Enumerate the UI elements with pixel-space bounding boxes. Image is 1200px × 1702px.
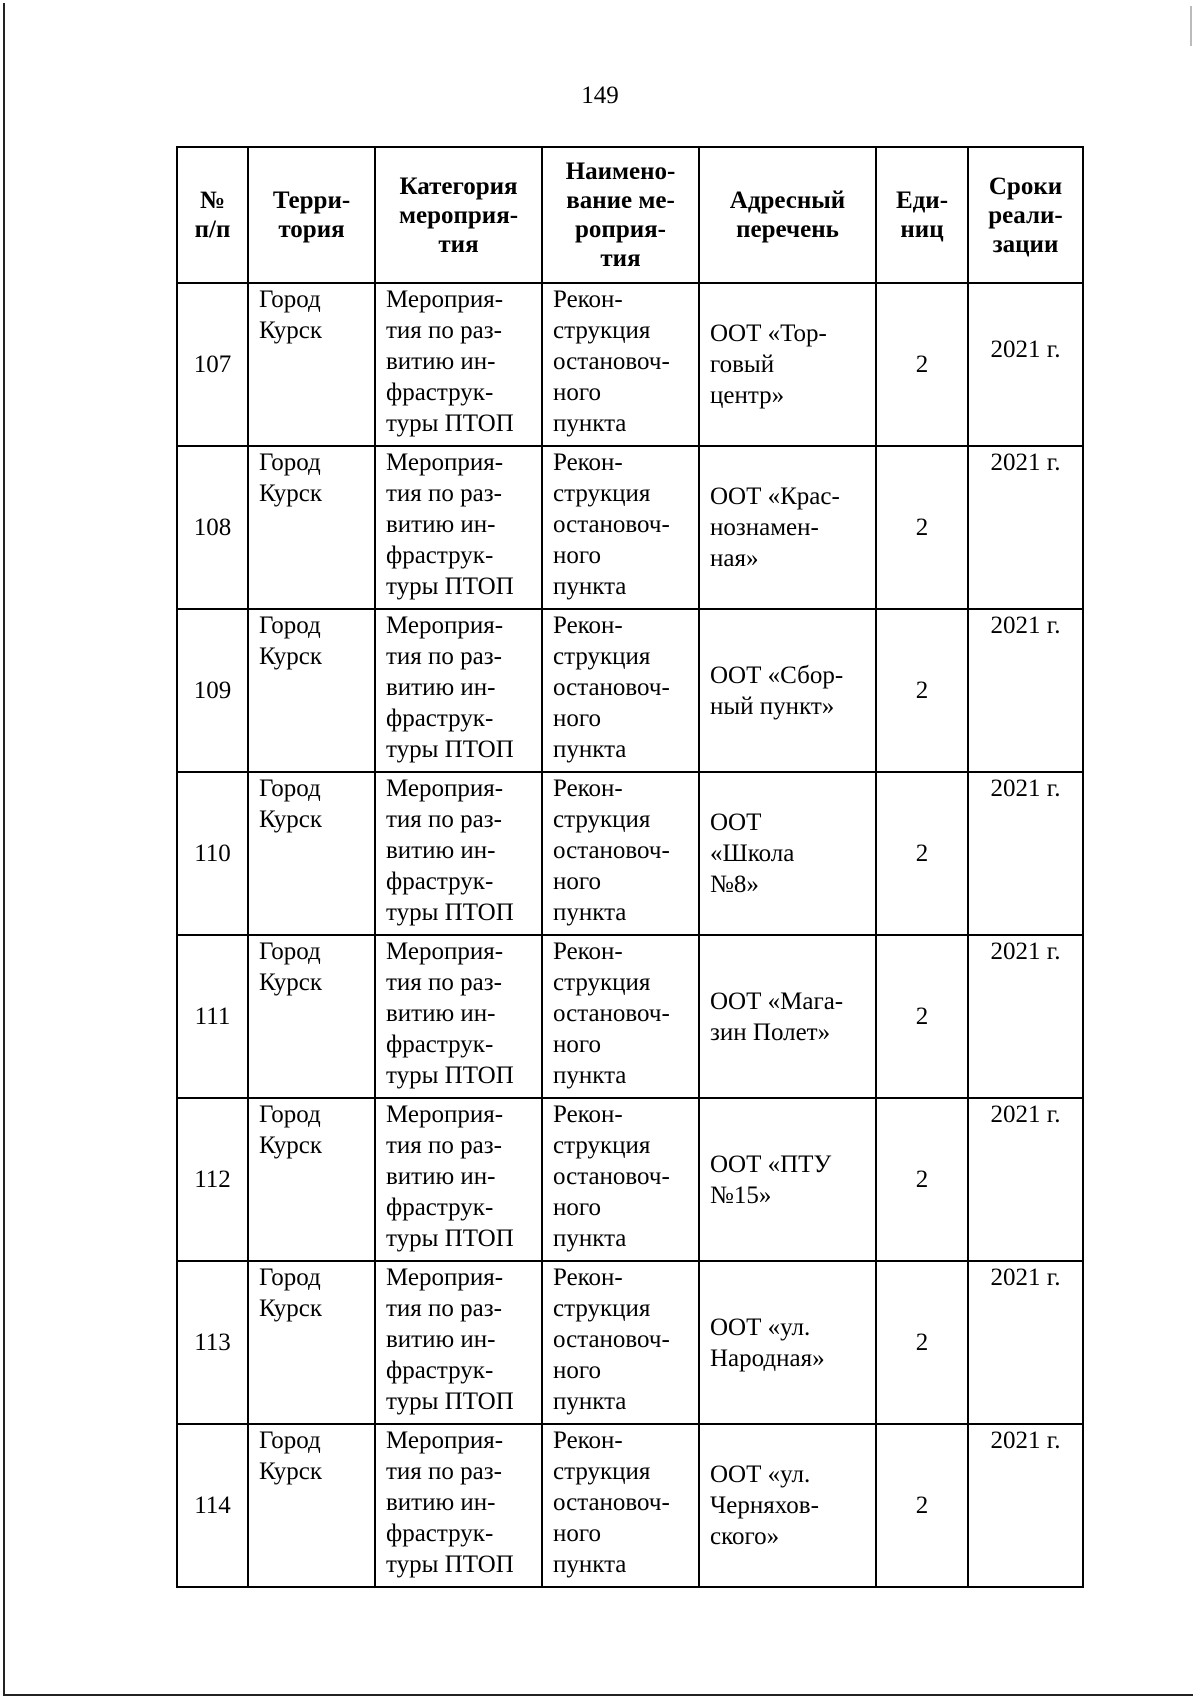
territory-cell: Город Курск	[248, 446, 375, 609]
header-address-list: Адресный перечень	[699, 147, 876, 283]
category-cell: Мероприя- тия по раз- витию ин- фраструк- туры ПТОП	[375, 935, 542, 1098]
measure-name-cell: Рекон- струкция остановоч- ного пункта	[542, 609, 699, 772]
term-cell: 2021 г.	[968, 1261, 1083, 1424]
row-number-cell: 114	[177, 1424, 248, 1587]
page-number: 149	[581, 82, 619, 109]
territory-cell: Город Курск	[248, 283, 375, 446]
units-cell: 2	[876, 446, 968, 609]
units-cell: 2	[876, 283, 968, 446]
table-row	[177, 772, 1083, 935]
row-number-cell: 112	[177, 1098, 248, 1261]
header-units: Еди- ниц	[876, 147, 968, 283]
measure-name-cell: Рекон- струкция остановоч- ного пункта	[542, 1098, 699, 1261]
scan-edge-mark	[1190, 6, 1192, 46]
measure-name-cell: Рекон- струкция остановоч- ного пункта	[542, 283, 699, 446]
category-cell: Мероприя- тия по раз- витию ин- фраструк- туры ПТОП	[375, 1261, 542, 1424]
term-cell: 2021 г.	[968, 446, 1083, 609]
address-cell: ООТ «ул. Народная»	[699, 1261, 876, 1424]
territory-cell: Город Курск	[248, 935, 375, 1098]
address-cell: ООТ «Тор- говый центр»	[699, 283, 876, 446]
row-number-cell: 108	[177, 446, 248, 609]
category-cell: Мероприя- тия по раз- витию ин- фраструк- туры ПТОП	[375, 283, 542, 446]
measures-table	[176, 146, 1084, 1588]
term-cell: 2021 г.	[968, 1424, 1083, 1587]
term-cell: 2021 г.	[968, 935, 1083, 1098]
territory-cell: Город Курск	[248, 1261, 375, 1424]
units-cell: 2	[876, 1098, 968, 1261]
table-row	[177, 1424, 1083, 1587]
table-row	[177, 446, 1083, 609]
table-row	[177, 1098, 1083, 1261]
header-term: Сроки реали- зации	[968, 147, 1083, 283]
row-number-cell: 113	[177, 1261, 248, 1424]
term-cell: 2021 г.	[968, 283, 1083, 446]
header-territory: Терри- тория	[248, 147, 375, 283]
table-row	[177, 609, 1083, 772]
term-cell: 2021 г.	[968, 772, 1083, 935]
row-number-cell: 111	[177, 935, 248, 1098]
row-number-cell: 110	[177, 772, 248, 935]
table-row	[177, 1261, 1083, 1424]
term-cell: 2021 г.	[968, 609, 1083, 772]
units-cell: 2	[876, 609, 968, 772]
units-cell: 2	[876, 772, 968, 935]
measure-name-cell: Рекон- струкция остановоч- ного пункта	[542, 935, 699, 1098]
units-cell: 2	[876, 1261, 968, 1424]
category-cell: Мероприя- тия по раз- витию ин- фраструк- туры ПТОП	[375, 1098, 542, 1261]
table-row	[177, 283, 1083, 446]
row-number-cell: 107	[177, 283, 248, 446]
term-cell: 2021 г.	[968, 1098, 1083, 1261]
units-cell: 2	[876, 935, 968, 1098]
measure-name-cell: Рекон- струкция остановоч- ного пункта	[542, 446, 699, 609]
measure-name-cell: Рекон- струкция остановоч- ного пункта	[542, 1261, 699, 1424]
units-cell: 2	[876, 1424, 968, 1587]
address-cell: ООТ «Школа №8»	[699, 772, 876, 935]
row-number-cell: 109	[177, 609, 248, 772]
header-number: № п/п	[177, 147, 248, 283]
header-measure-name: Наимено- вание ме- роприя- тия	[542, 147, 699, 283]
header-category: Категория мероприя- тия	[375, 147, 542, 283]
category-cell: Мероприя- тия по раз- витию ин- фраструк- туры ПТОП	[375, 446, 542, 609]
table-row	[177, 935, 1083, 1098]
measure-name-cell: Рекон- струкция остановоч- ного пункта	[542, 1424, 699, 1587]
address-cell: ООТ «Мага- зин Полет»	[699, 935, 876, 1098]
territory-cell: Город Курск	[248, 1098, 375, 1261]
address-cell: ООТ «ул. Черняхов- ского»	[699, 1424, 876, 1587]
address-cell: ООТ «Сбор- ный пункт»	[699, 609, 876, 772]
category-cell: Мероприя- тия по раз- витию ин- фраструк- туры ПТОП	[375, 609, 542, 772]
table-header-row	[177, 147, 1083, 283]
address-cell: ООТ «ПТУ №15»	[699, 1098, 876, 1261]
measure-name-cell: Рекон- струкция остановоч- ного пункта	[542, 772, 699, 935]
territory-cell: Город Курск	[248, 1424, 375, 1587]
territory-cell: Город Курск	[248, 609, 375, 772]
territory-cell: Город Курск	[248, 772, 375, 935]
address-cell: ООТ «Крас- нознамен- ная»	[699, 446, 876, 609]
category-cell: Мероприя- тия по раз- витию ин- фраструк- туры ПТОП	[375, 1424, 542, 1587]
category-cell: Мероприя- тия по раз- витию ин- фраструк- туры ПТОП	[375, 772, 542, 935]
